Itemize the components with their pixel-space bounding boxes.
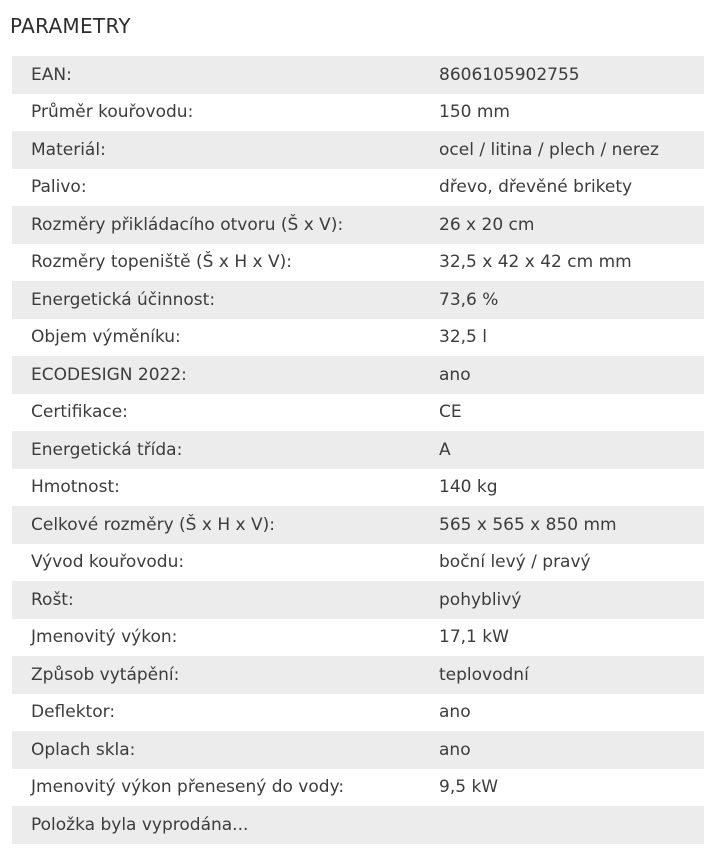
param-label: Hmotnost: — [12, 469, 439, 507]
table-row — [12, 544, 704, 582]
param-value: A — [439, 431, 704, 469]
param-label: Rozměry přikládacího otvoru (Š x V): — [12, 206, 439, 244]
param-label: Průměr kouřovodu: — [12, 94, 439, 132]
sold-out-note: Položka byla vyprodána... — [12, 806, 704, 844]
param-value: 140 kg — [439, 469, 704, 507]
param-label: Jmenovitý výkon přenesený do vody: — [12, 769, 439, 807]
sold-out-row — [12, 806, 704, 844]
table-row — [12, 581, 704, 619]
table-row — [12, 281, 704, 319]
table-row — [12, 619, 704, 657]
param-value: ano — [439, 694, 704, 732]
param-label: Energetická třída: — [12, 431, 439, 469]
param-label: Palivo: — [12, 169, 439, 207]
table-row — [12, 769, 704, 807]
param-value: 32,5 x 42 x 42 cm mm — [439, 244, 704, 282]
param-label: Certifikace: — [12, 394, 439, 432]
param-label: Energetická účinnost: — [12, 281, 439, 319]
param-label: Vývod kouřovodu: — [12, 544, 439, 582]
param-value: ano — [439, 731, 704, 769]
section-title: PARAMETRY — [10, 14, 131, 38]
table-row — [12, 131, 704, 169]
table-row — [12, 56, 704, 94]
param-value: boční levý / pravý — [439, 544, 704, 582]
table-row — [12, 169, 704, 207]
param-label: Rošt: — [12, 581, 439, 619]
table-row — [12, 469, 704, 507]
table-row — [12, 656, 704, 694]
table-row — [12, 206, 704, 244]
param-value: ano — [439, 356, 704, 394]
param-value: 150 mm — [439, 94, 704, 132]
table-row — [12, 319, 704, 357]
param-label: Rozměry topeniště (Š x H x V): — [12, 244, 439, 282]
table-row — [12, 356, 704, 394]
param-value: 26 x 20 cm — [439, 206, 704, 244]
param-value: pohyblivý — [439, 581, 704, 619]
table-row — [12, 244, 704, 282]
param-label: Jmenovitý výkon: — [12, 619, 439, 657]
param-value: dřevo, dřevěné brikety — [439, 169, 704, 207]
param-value: 9,5 kW — [439, 769, 704, 807]
param-value: teplovodní — [439, 656, 704, 694]
param-label: ECODESIGN 2022: — [12, 356, 439, 394]
table-row — [12, 506, 704, 544]
parameters-table — [12, 56, 704, 844]
table-row — [12, 694, 704, 732]
param-value: ocel / litina / plech / nerez — [439, 131, 704, 169]
table-row — [12, 431, 704, 469]
param-label: Deflektor: — [12, 694, 439, 732]
table-row — [12, 94, 704, 132]
param-label: Způsob vytápění: — [12, 656, 439, 694]
param-value: 73,6 % — [439, 281, 704, 319]
param-label: Materiál: — [12, 131, 439, 169]
table-row — [12, 731, 704, 769]
param-value: 17,1 kW — [439, 619, 704, 657]
param-label: Objem výměníku: — [12, 319, 439, 357]
param-value: 32,5 l — [439, 319, 704, 357]
param-value: CE — [439, 394, 704, 432]
param-value: 565 x 565 x 850 mm — [439, 506, 704, 544]
param-label: Oplach skla: — [12, 731, 439, 769]
param-label: Celkové rozměry (Š x H x V): — [12, 506, 439, 544]
table-row — [12, 394, 704, 432]
param-value: 8606105902755 — [439, 56, 704, 94]
param-label: EAN: — [12, 56, 439, 94]
